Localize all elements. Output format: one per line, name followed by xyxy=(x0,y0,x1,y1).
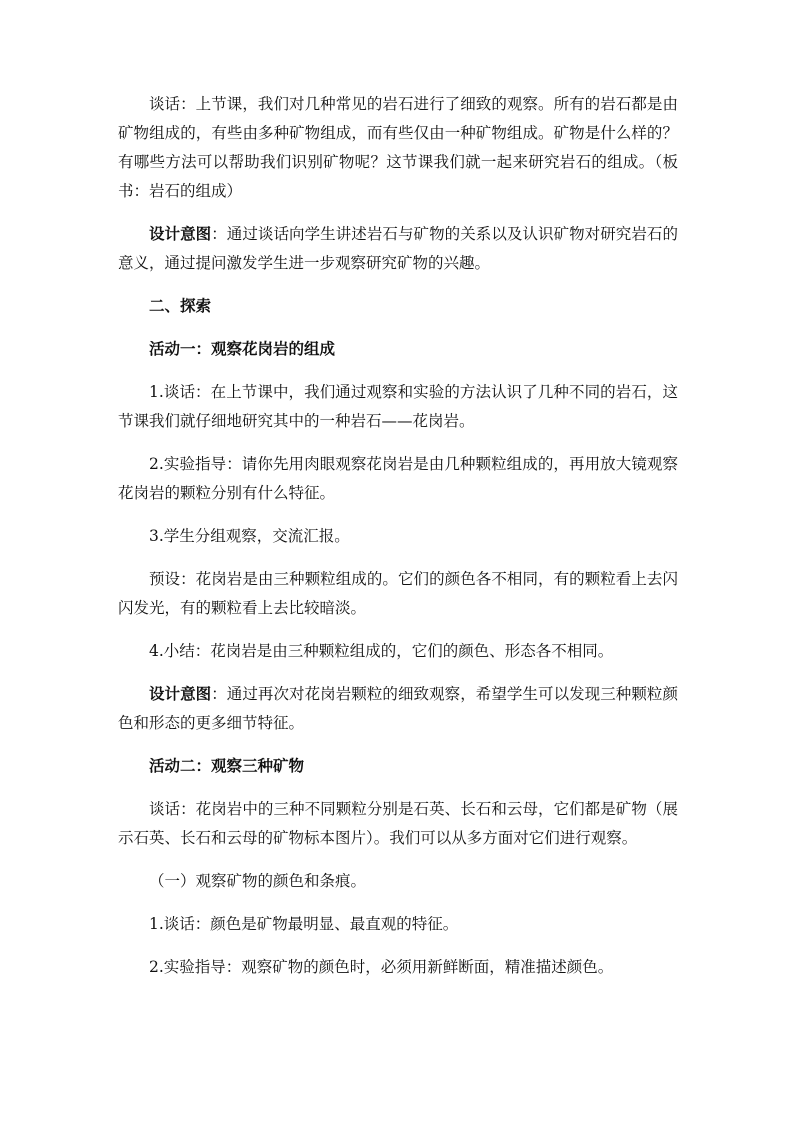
activity-one-heading: 活动一：观察花岗岩的组成 xyxy=(149,340,336,358)
activity-two-heading: 活动二：观察三种矿物 xyxy=(149,757,305,775)
design-intent-paragraph-1 xyxy=(118,220,678,278)
activity-one-summary: 4.小结：花岗岩是由三种颗粒组成的，它们的颜色、形态各不相同。 xyxy=(149,642,614,660)
intro-dialogue-paragraph: 谈话：上节课，我们对几种常见的岩石进行了细致的观察。所有的岩石都是由矿物组成的，有些由多种矿物组成，而有些仅由一种矿物组成。矿物是什么样的？有哪些方法可以帮助我们识别矿物呢？这节课我们就一起来研究岩石的组成。（板书：岩石的组成） xyxy=(118,95,678,200)
design-intent-text: ：通过谈话向学生讲述岩石与矿物的关系以及认识矿物对研究岩石的意义，通过提问激发学生进一步观察研究矿物的兴趣。 xyxy=(118,225,678,272)
activity-one-prediction: 预设：花岗岩是由三种颗粒组成的。它们的颜色各不相同，有的颗粒看上去闪闪发光，有的颗粒看上去比较暗淡。 xyxy=(118,570,678,617)
design-intent-text: ：通过再次对花岗岩颗粒的细致观察，希望学生可以发现三种颗粒颜色和形态的更多细节特征。 xyxy=(118,685,678,732)
design-intent-label: 设计意图 xyxy=(149,685,212,703)
section-heading-explore: 二、探索 xyxy=(149,297,212,315)
activity-one-step-3: 3.学生分组观察，交流汇报。 xyxy=(149,527,350,545)
color-step-2: 2.实验指导：观察矿物的颜色时，必须用新鲜断面，精准描述颜色。 xyxy=(149,958,614,976)
activity-two-dialogue: 谈话：花岗岩中的三种不同颗粒分别是石英、长石和云母，它们都是矿物（展示石英、长石和云母的矿物标本图片）。我们可以从多方面对它们进行观察。 xyxy=(118,800,678,847)
color-step-1: 1.谈话：颜色是矿物最明显、最直观的特征。 xyxy=(149,915,459,933)
document-body xyxy=(118,90,678,996)
design-intent-paragraph-2 xyxy=(118,680,678,738)
design-intent-label: 设计意图 xyxy=(149,225,212,243)
activity-one-step-1: 1.谈话：在上节课中，我们通过观察和实验的方法认识了几种不同的岩石，这节课我们就仔细地研究其中的一种岩石——花岗岩。 xyxy=(118,383,678,430)
activity-one-step-2: 2.实验指导：请你先用肉眼观察花岗岩是由几种颗粒组成的，再用放大镜观察花岗岩的颗粒分别有什么特征。 xyxy=(118,455,678,502)
sub-section-color-streak: （一）观察矿物的颜色和条痕。 xyxy=(149,872,367,890)
